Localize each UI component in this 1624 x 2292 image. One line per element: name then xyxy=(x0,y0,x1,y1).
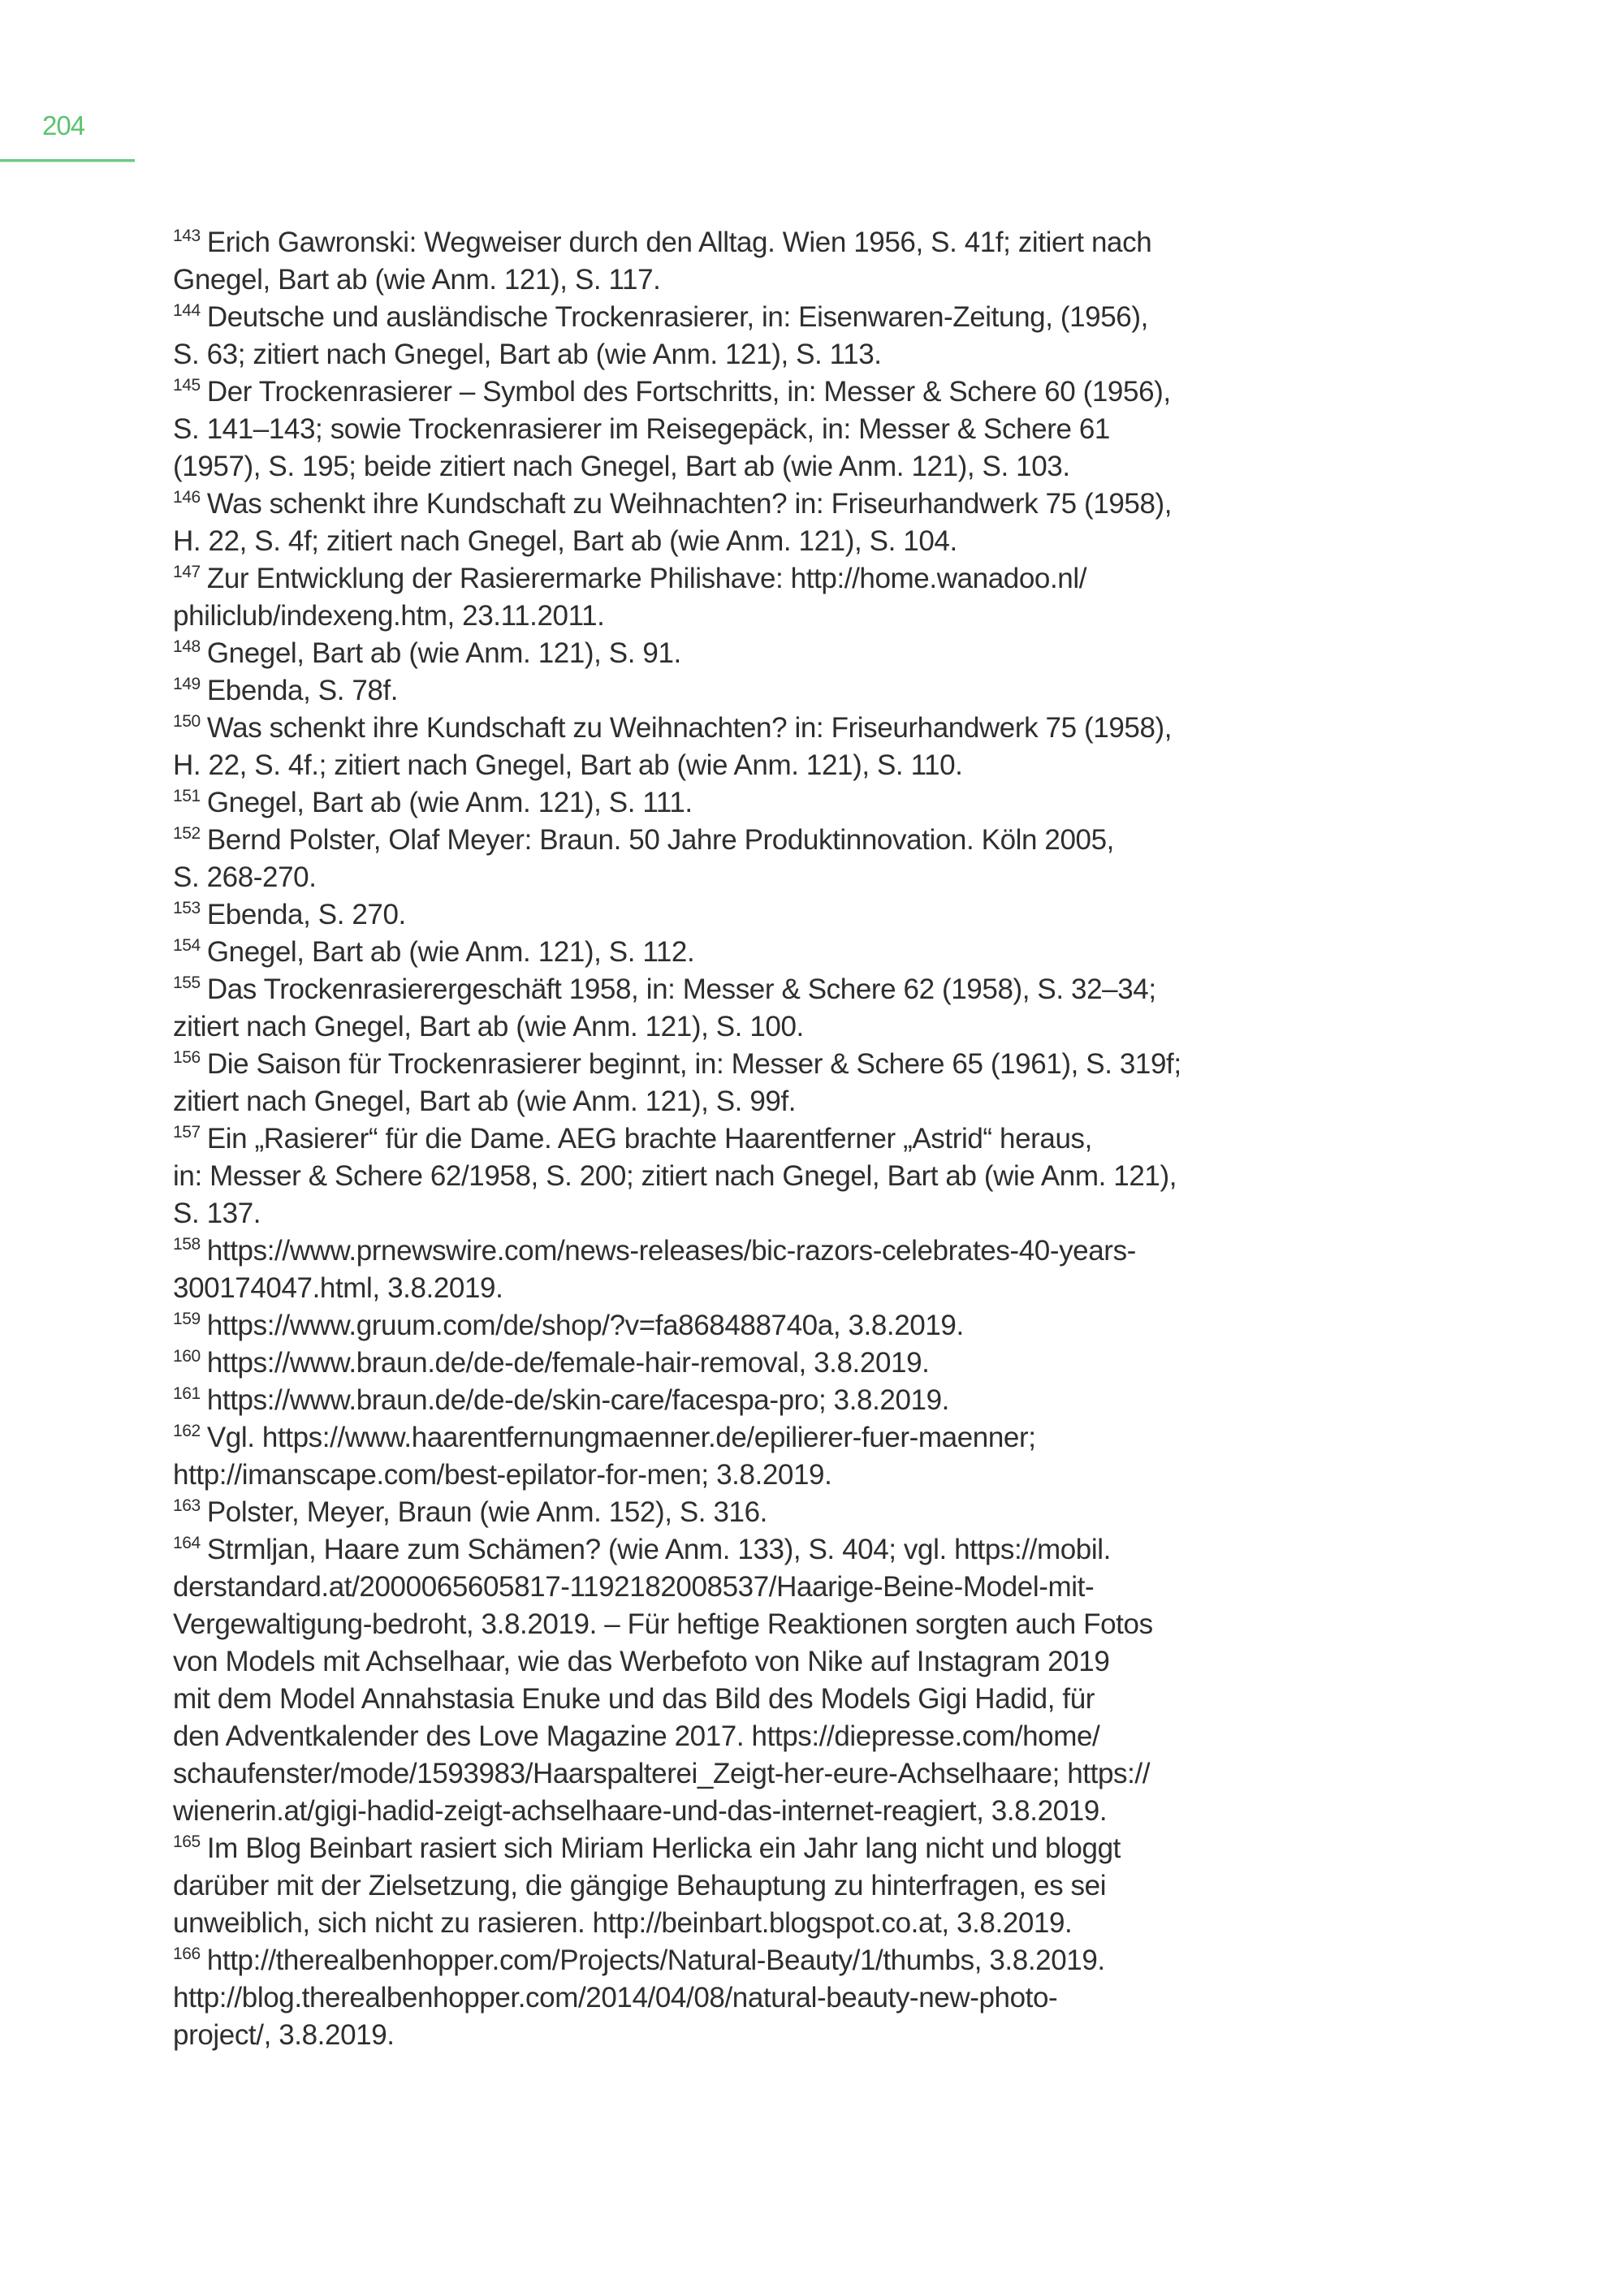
footnote-text: http://therealbenhopper.com/Projects/Natural-Beauty/1/thumbs, 3.8.2019. xyxy=(206,1945,1105,1976)
footnote-number: 149 xyxy=(173,675,201,693)
footnote-line xyxy=(173,1569,1310,1606)
footnote-text: zitiert nach Gnegel, Bart ab (wie Anm. 121), S. 100. xyxy=(173,1011,804,1042)
footnote-number: 156 xyxy=(173,1048,201,1067)
footnote-text: Ein „Rasierer“ für die Dame. AEG brachte Haarentferner „Astrid“ heraus, xyxy=(206,1123,1092,1155)
footnote xyxy=(173,822,1310,896)
footnote-text: schaufenster/mode/1593983/Haarspalterei_Zeigt-her-eure-Achselhaare; https:// xyxy=(173,1758,1151,1789)
footnote-text: Gnegel, Bart ab (wie Anm. 121), S. 111. xyxy=(206,787,693,818)
footnote xyxy=(173,896,1310,934)
footnote-line xyxy=(173,635,1310,672)
footnote-line xyxy=(173,299,1310,336)
footnote-number: 160 xyxy=(173,1347,201,1366)
footnote-text: in: Messer & Schere 62/1958, S. 200; zitiert nach Gnegel, Bart ab (wie Anm. 121), xyxy=(173,1160,1177,1192)
footnote-text: Erich Gawronski: Wegweiser durch den Alltag. Wien 1956, S. 41f; zitiert nach xyxy=(206,227,1152,258)
footnote-number: 146 xyxy=(173,488,201,507)
footnote xyxy=(173,486,1310,560)
footnote-text: https://www.braun.de/de-de/female-hair-removal, 3.8.2019. xyxy=(206,1347,930,1379)
footnote-line xyxy=(173,1083,1310,1120)
footnote-number: 148 xyxy=(173,637,201,656)
header-rule xyxy=(0,159,135,162)
footnote-number: 164 xyxy=(173,1534,201,1552)
footnote xyxy=(173,1232,1310,1307)
footnote-text: Gnegel, Bart ab (wie Anm. 121), S. 112. xyxy=(206,936,695,968)
footnote-line xyxy=(173,859,1310,896)
footnote-line xyxy=(173,1008,1310,1046)
footnote-line xyxy=(173,1718,1310,1755)
footnote-line xyxy=(173,598,1310,635)
footnote-text: Gnegel, Bart ab (wie Anm. 121), S. 117. xyxy=(173,264,661,296)
footnote xyxy=(173,1120,1310,1232)
footnote-line xyxy=(173,1046,1310,1083)
footnote-line xyxy=(173,1419,1310,1457)
footnote xyxy=(173,1307,1310,1345)
footnote-line xyxy=(173,1120,1310,1158)
footnote-line xyxy=(173,1755,1310,1793)
footnote-line xyxy=(173,1979,1310,2017)
footnote-text: http://blog.therealbenhopper.com/2014/04/08/natural-beauty-new-photo- xyxy=(173,1982,1058,2014)
footnote xyxy=(173,1382,1310,1419)
footnote-text: Im Blog Beinbart rasiert sich Miriam Herlicka ein Jahr lang nicht und bloggt xyxy=(206,1832,1121,1864)
footnote-line xyxy=(173,1457,1310,1494)
footnote xyxy=(173,672,1310,710)
footnote-line xyxy=(173,1643,1310,1681)
footnote-line xyxy=(173,373,1310,411)
footnote-line xyxy=(173,896,1310,934)
footnote-line xyxy=(173,523,1310,560)
footnote-line xyxy=(173,1830,1310,1867)
footnote xyxy=(173,224,1310,299)
footnote-number: 147 xyxy=(173,563,201,581)
footnote-number: 150 xyxy=(173,712,201,731)
footnote-number: 151 xyxy=(173,787,201,805)
footnote-text: Was schenkt ihre Kundschaft zu Weihnachten? in: Friseurhandwerk 75 (1958), xyxy=(206,488,1173,520)
footnote-line xyxy=(173,1494,1310,1531)
footnote-text: Ebenda, S. 270. xyxy=(206,899,406,930)
footnote-line xyxy=(173,1793,1310,1830)
footnote-line xyxy=(173,747,1310,784)
footnote-line xyxy=(173,411,1310,448)
footnote-number: 152 xyxy=(173,824,201,843)
footnote-line xyxy=(173,1195,1310,1232)
footnote-line xyxy=(173,1270,1310,1307)
footnote-line xyxy=(173,934,1310,971)
footnote-text: S. 63; zitiert nach Gnegel, Bart ab (wie Anm. 121), S. 113. xyxy=(173,339,882,370)
footnote-number: 161 xyxy=(173,1384,201,1403)
footnote xyxy=(173,1419,1310,1494)
footnote-number: 157 xyxy=(173,1123,201,1142)
footnote-number: 162 xyxy=(173,1422,201,1440)
footnote-text: S. 137. xyxy=(173,1198,261,1229)
footnote-text: von Models mit Achselhaar, wie das Werbefoto von Nike auf Instagram 2019 xyxy=(173,1646,1110,1677)
footnote-line xyxy=(173,336,1310,373)
page-number: 204 xyxy=(42,110,85,140)
footnote-text: Vgl. https://www.haarentfernungmaenner.de/epilierer-fuer-maenner; xyxy=(206,1422,1036,1453)
footnote-line xyxy=(173,710,1310,747)
footnote-text: Der Trockenrasierer – Symbol des Fortschritts, in: Messer & Schere 60 (1956), xyxy=(206,376,1171,408)
footnote-text: mit dem Model Annahstasia Enuke und das Bild des Models Gigi Hadid, für xyxy=(173,1683,1095,1715)
footnote-number: 155 xyxy=(173,973,201,992)
footnotes xyxy=(173,224,1310,2054)
footnote xyxy=(173,971,1310,1046)
footnote-line xyxy=(173,1345,1310,1382)
footnote-number: 159 xyxy=(173,1310,201,1328)
footnote-line xyxy=(173,1531,1310,1569)
footnote-number: 154 xyxy=(173,936,201,955)
footnote xyxy=(173,1046,1310,1120)
footnote-text: derstandard.at/2000065605817-1192182008537/Haarige-Beine-Model-mit- xyxy=(173,1571,1095,1603)
footnote-text: Polster, Meyer, Braun (wie Anm. 152), S. 316. xyxy=(206,1496,767,1528)
footnote-text: 300174047.html, 3.8.2019. xyxy=(173,1272,503,1304)
footnote-text: Das Trockenrasierergeschäft 1958, in: Messer & Schere 62 (1958), S. 32–34; xyxy=(206,973,1156,1005)
footnote-number: 145 xyxy=(173,376,201,395)
footnote-line xyxy=(173,784,1310,822)
footnote-text: H. 22, S. 4f.; zitiert nach Gnegel, Bart ab (wie Anm. 121), S. 110. xyxy=(173,749,963,781)
footnote-line xyxy=(173,448,1310,486)
footnote xyxy=(173,635,1310,672)
footnote-line xyxy=(173,486,1310,523)
footnote-line xyxy=(173,1905,1310,1942)
footnote-text: Deutsche und ausländische Trockenrasierer, in: Eisenwaren-Zeitung, (1956), xyxy=(206,301,1148,333)
footnote-text: H. 22, S. 4f; zitiert nach Gnegel, Bart ab (wie Anm. 121), S. 104. xyxy=(173,525,957,557)
footnote-line xyxy=(173,2017,1310,2054)
footnote xyxy=(173,1830,1310,1942)
footnote xyxy=(173,784,1310,822)
footnote xyxy=(173,1942,1310,2054)
footnote-text: S. 141–143; sowie Trockenrasierer im Reisegepäck, in: Messer & Schere 61 xyxy=(173,413,1110,445)
footnote-text: darüber mit der Zielsetzung, die gängige Behauptung zu hinterfragen, es sei xyxy=(173,1870,1107,1901)
footnote-text: Gnegel, Bart ab (wie Anm. 121), S. 91. xyxy=(206,637,681,669)
footnote-line xyxy=(173,1382,1310,1419)
footnote-text: philiclub/indexeng.htm, 23.11.2011. xyxy=(173,600,605,632)
footnote xyxy=(173,373,1310,486)
footnote-text: (1957), S. 195; beide zitiert nach Gnegel, Bart ab (wie Anm. 121), S. 103. xyxy=(173,451,1070,482)
footnote-line xyxy=(173,1942,1310,1979)
footnote-number: 144 xyxy=(173,301,201,320)
footnote xyxy=(173,1531,1310,1830)
footnote-line xyxy=(173,560,1310,598)
footnote-text: Die Saison für Trockenrasierer beginnt, in: Messer & Schere 65 (1961), S. 319f; xyxy=(206,1048,1181,1080)
footnote-text: Vergewaltigung-bedroht, 3.8.2019. – Für heftige Reaktionen sorgten auch Fotos xyxy=(173,1608,1153,1640)
footnote-line xyxy=(173,1606,1310,1643)
footnote-line xyxy=(173,1867,1310,1905)
footnote-text: Strmljan, Haare zum Schämen? (wie Anm. 133), S. 404; vgl. https://mobil. xyxy=(206,1534,1111,1565)
footnote-text: Bernd Polster, Olaf Meyer: Braun. 50 Jahre Produktinnovation. Köln 2005, xyxy=(206,824,1114,856)
footnote-text: unweiblich, sich nicht zu rasieren. http://beinbart.blogspot.co.at, 3.8.2019. xyxy=(173,1907,1073,1939)
footnote-text: Was schenkt ihre Kundschaft zu Weihnachten? in: Friseurhandwerk 75 (1958), xyxy=(206,712,1173,744)
footnote-line xyxy=(173,1158,1310,1195)
footnote-number: 166 xyxy=(173,1945,201,1963)
footnote-text: den Adventkalender des Love Magazine 2017. https://diepresse.com/home/ xyxy=(173,1720,1100,1752)
footnote-line xyxy=(173,1232,1310,1270)
footnote-text: project/, 3.8.2019. xyxy=(173,2019,395,2051)
footnote-line xyxy=(173,224,1310,261)
footnote-text: wienerin.at/gigi-hadid-zeigt-achselhaare-und-das-internet-reagiert, 3.8.2019. xyxy=(173,1795,1108,1827)
footnote-text: Zur Entwicklung der Rasierermarke Philishave: http://home.wanadoo.nl/ xyxy=(206,563,1087,594)
footnote xyxy=(173,299,1310,373)
footnote-number: 163 xyxy=(173,1496,201,1515)
footnote-line xyxy=(173,1681,1310,1718)
footnote-text: https://www.prnewswire.com/news-releases/bic-razors-celebrates-40-years- xyxy=(206,1235,1136,1267)
footnote xyxy=(173,560,1310,635)
footnote xyxy=(173,1345,1310,1382)
footnote-line xyxy=(173,261,1310,299)
footnote-line xyxy=(173,1307,1310,1345)
footnote-text: http://imanscape.com/best-epilator-for-men; 3.8.2019. xyxy=(173,1459,832,1491)
footnote xyxy=(173,710,1310,784)
footnote-number: 153 xyxy=(173,899,201,917)
footnote-text: https://www.gruum.com/de/shop/?v=fa868488740a, 3.8.2019. xyxy=(206,1310,964,1341)
footnote-number: 165 xyxy=(173,1832,201,1851)
footnote-text: zitiert nach Gnegel, Bart ab (wie Anm. 121), S. 99f. xyxy=(173,1086,797,1117)
footnote-line xyxy=(173,672,1310,710)
footnote-number: 143 xyxy=(173,227,201,245)
footnote-line xyxy=(173,822,1310,859)
footnote xyxy=(173,934,1310,971)
footnote-text: Ebenda, S. 78f. xyxy=(206,675,399,706)
footnote-text: S. 268-270. xyxy=(173,861,317,893)
footnote xyxy=(173,1494,1310,1531)
footnote-line xyxy=(173,971,1310,1008)
footnote-number: 158 xyxy=(173,1235,201,1254)
footnote-text: https://www.braun.de/de-de/skin-care/facespa-pro; 3.8.2019. xyxy=(206,1384,949,1416)
